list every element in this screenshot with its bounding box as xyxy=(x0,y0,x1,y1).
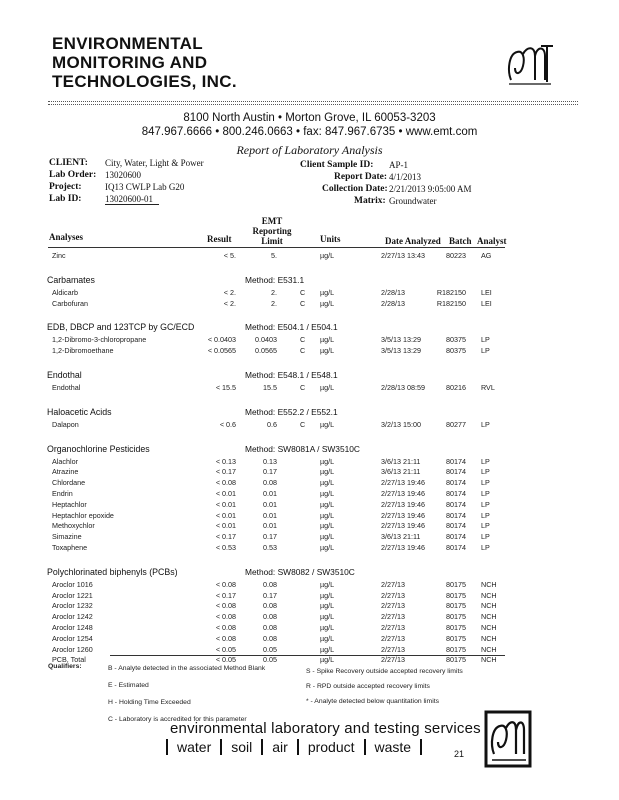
cell-analyte: Dalapon xyxy=(52,419,79,429)
cell-analyst: LP xyxy=(481,499,490,509)
cell-date: 2/27/13 19:46 xyxy=(381,478,425,488)
cell-limit: 0.17 xyxy=(263,590,277,600)
footer-tab-air: air xyxy=(261,739,297,755)
cell-limit: 0.01 xyxy=(263,499,277,509)
cell-analyst: LP xyxy=(481,419,490,429)
cell-analyst: LP xyxy=(481,521,490,531)
cell-date: 2/27/13 xyxy=(381,644,405,654)
cell-analyst: NCH xyxy=(481,633,497,643)
cell-analyte: Carbofuran xyxy=(52,298,88,308)
cell-analyst: LP xyxy=(481,489,490,498)
info-client-sample-id xyxy=(290,160,490,172)
cell-batch: 80174 xyxy=(446,543,466,552)
group-heading: Polychlorinated biphenyls (PCBs) xyxy=(47,566,178,577)
cell-units: µg/L xyxy=(320,644,335,654)
info-value: City, Water, Light & Power xyxy=(105,158,204,168)
info-report-date xyxy=(290,172,490,184)
qualifiers-rule xyxy=(110,655,505,656)
cell-units: µg/L xyxy=(320,633,335,643)
header-underline xyxy=(48,247,505,248)
cell-limit: 0.17 xyxy=(263,467,277,477)
cell-limit: 2. xyxy=(271,298,277,308)
cell-batch: 80175 xyxy=(446,655,466,665)
cell-date: 2/27/13 xyxy=(381,579,405,589)
cell-result: < 0.17 xyxy=(215,467,236,477)
col-result: Result xyxy=(207,234,232,244)
cell-qualifier: C xyxy=(300,419,306,429)
emt-seal-icon xyxy=(484,710,532,768)
info-label: Lab ID: xyxy=(49,194,82,204)
footer-tagline: environmental laboratory and testing services xyxy=(170,720,481,737)
cell-units: µg/L xyxy=(320,456,335,466)
cell-batch: 80175 xyxy=(446,623,466,632)
cell-batch: 80174 xyxy=(446,510,466,520)
cell-date: 2/27/13 19:46 xyxy=(381,543,425,552)
group-heading: Endothal xyxy=(47,370,82,380)
contact-line: 847.967.6666 • 800.246.0663 • fax: 847.967.6735 • www.emt.com xyxy=(141,126,478,138)
footer-tab-water: water xyxy=(166,739,220,755)
info-left xyxy=(49,158,249,206)
group-method: Method: E552.2 / E552.1 xyxy=(245,406,338,417)
cell-result: < 0.08 xyxy=(215,579,236,589)
cell-units: µg/L xyxy=(320,346,335,356)
header-divider xyxy=(48,104,578,105)
cell-result: < 0.17 xyxy=(215,590,236,600)
info-label: Report Date: xyxy=(334,172,388,182)
group-method: Method: E548.1 / E548.1 xyxy=(245,370,338,380)
report-title: Report of Laboratory Analysis xyxy=(236,143,383,157)
cell-analyte: Aroclor 1254 xyxy=(52,633,93,643)
qualifiers-left xyxy=(108,660,265,728)
qualifier-item: E - Estimated xyxy=(108,682,149,689)
cell-date: 2/27/13 xyxy=(381,601,405,611)
cell-limit: 0.13 xyxy=(263,456,277,466)
cell-date: 3/5/13 13:29 xyxy=(381,346,421,356)
cell-result: < 0.05 xyxy=(215,644,236,654)
col-reporting-limit xyxy=(248,216,296,246)
cell-result: < 0.08 xyxy=(215,612,236,622)
cell-limit: 2. xyxy=(271,287,277,297)
cell-limit: 0.05 xyxy=(263,644,277,654)
footer-tab-soil: soil xyxy=(220,739,261,755)
col-rl-line: Limit xyxy=(261,236,283,246)
info-matrix xyxy=(290,196,490,208)
cell-batch: 80277 xyxy=(446,419,466,429)
cell-analyst: NCH xyxy=(481,590,497,600)
col-units: Units xyxy=(320,234,341,244)
cell-units: µg/L xyxy=(320,510,335,520)
cell-units: µg/L xyxy=(320,590,335,600)
company-name-line: TECHNOLOGIES, INC. xyxy=(52,72,237,91)
qualifier-item: * - Analyte detected below quantitation limits xyxy=(306,698,439,705)
footer-tab-product: product xyxy=(297,739,364,755)
cell-limit: 0.08 xyxy=(263,633,277,643)
cell-analyst: LP xyxy=(481,543,490,552)
cell-batch: 80175 xyxy=(446,633,466,643)
cell-date: 2/28/13 08:59 xyxy=(381,383,425,392)
cell-qualifier: C xyxy=(300,383,306,392)
cell-date: 2/27/13 xyxy=(381,612,405,622)
qualifier-item: H - Holding Time Exceeded xyxy=(108,699,191,706)
cell-analyte: Aroclor 1232 xyxy=(52,601,93,611)
cell-result: < 0.0565 xyxy=(207,346,236,356)
cell-units: µg/L xyxy=(320,489,335,498)
cell-units: µg/L xyxy=(320,623,335,632)
cell-units: µg/L xyxy=(320,419,335,429)
cell-date: 3/6/13 21:11 xyxy=(381,467,421,477)
cell-analyte: Aroclor 1221 xyxy=(52,590,93,600)
cell-date: 2/27/13 19:46 xyxy=(381,521,425,531)
cell-units: µg/L xyxy=(320,543,335,552)
cell-limit: 0.01 xyxy=(263,489,277,498)
cell-result: < 0.01 xyxy=(215,489,236,498)
cell-analyst: LP xyxy=(481,467,490,477)
cell-analyst: NCH xyxy=(481,655,497,665)
cell-units: µg/L xyxy=(320,612,335,622)
qualifier-item: C - Laboratory is accredited for this parameter xyxy=(108,716,247,723)
header-divider xyxy=(48,101,578,102)
cell-analyst: LP xyxy=(481,532,490,542)
cell-result: < 0.17 xyxy=(215,532,236,542)
cell-analyst: NCH xyxy=(481,612,497,622)
cell-batch: 80175 xyxy=(446,601,466,611)
info-client xyxy=(49,158,249,170)
group-method: Method: E504.1 / E504.1 xyxy=(245,322,338,333)
group-method: Method: SW8081A / SW3510C xyxy=(245,443,360,454)
cell-limit: 0.0403 xyxy=(255,335,277,345)
info-label: Lab Order: xyxy=(49,170,97,180)
cell-analyte: PCB, Total xyxy=(52,655,86,665)
group-heading: EDB, DBCP and 123TCP by GC/ECD xyxy=(47,322,195,333)
cell-result: < 0.13 xyxy=(215,456,236,466)
cell-units: µg/L xyxy=(320,532,335,542)
qualifier-item: S - Spike Recovery outside accepted recovery limits xyxy=(306,668,463,675)
cell-units: µg/L xyxy=(320,287,335,297)
cell-analyst: LP xyxy=(481,456,490,466)
cell-batch: 80174 xyxy=(446,456,466,466)
cell-date: 2/28/13 xyxy=(381,287,405,297)
cell-limit: 5. xyxy=(271,251,277,260)
address-line: 8100 North Austin • Morton Grove, IL 60053-3203 xyxy=(183,112,436,124)
qualifier-item: B - Analyte detected in the associated Method Blank xyxy=(108,665,266,672)
cell-date: 2/27/13 19:46 xyxy=(381,510,425,520)
cell-result: < 0.08 xyxy=(215,601,236,611)
cell-batch: 80174 xyxy=(446,499,466,509)
info-label: CLIENT: xyxy=(49,158,88,168)
cell-analyte: Endothal xyxy=(52,383,81,392)
cell-units: µg/L xyxy=(320,298,335,308)
cell-batch: R182150 xyxy=(436,287,466,297)
cell-date: 3/6/13 21:11 xyxy=(381,456,421,466)
cell-limit: 0.53 xyxy=(263,543,277,552)
group-method: Method: E531.1 xyxy=(245,274,305,285)
cell-analyte: 1,2-Dibromo-3-chloropropane xyxy=(52,335,147,345)
cell-analyst: NCH xyxy=(481,644,497,654)
col-rl-line: Reporting xyxy=(252,226,292,236)
col-rl-line: EMT xyxy=(261,216,283,226)
cell-limit: 0.01 xyxy=(263,521,277,531)
cell-analyst: LEI xyxy=(481,298,492,308)
info-project xyxy=(49,182,249,194)
info-value: 2/21/2013 9:05:00 AM xyxy=(389,184,472,194)
cell-result: < 0.01 xyxy=(215,521,236,531)
info-value: 4/1/2013 xyxy=(389,172,422,182)
cell-batch: 80174 xyxy=(446,532,466,542)
cell-date: 2/27/13 13:43 xyxy=(381,251,425,260)
cell-analyte: Alachlor xyxy=(52,456,78,466)
cell-limit: 0.08 xyxy=(263,601,277,611)
cell-result: < 0.01 xyxy=(215,499,236,509)
cell-limit: 0.08 xyxy=(263,612,277,622)
info-value: 13020600-01 xyxy=(105,194,159,205)
info-value: IQ13 CWLP Lab G20 xyxy=(105,182,185,192)
footer-service-tabs xyxy=(166,736,422,758)
group-heading: Carbamates xyxy=(47,274,95,285)
cell-date: 2/27/13 xyxy=(381,623,405,632)
cell-qualifier: C xyxy=(300,335,306,345)
cell-units: µg/L xyxy=(320,601,335,611)
cell-qualifier: C xyxy=(300,346,306,356)
cell-limit: 0.08 xyxy=(263,623,277,632)
cell-result: < 15.5 xyxy=(215,383,236,392)
info-label: Client Sample ID: xyxy=(300,160,374,170)
cell-analyst: AG xyxy=(481,251,492,260)
cell-units: µg/L xyxy=(320,467,335,477)
cell-date: 2/27/13 xyxy=(381,655,405,665)
cell-analyst: LP xyxy=(481,478,490,488)
cell-result: < 0.01 xyxy=(215,510,236,520)
cell-batch: 80175 xyxy=(446,579,466,589)
cell-units: µg/L xyxy=(320,478,335,488)
cell-result: < 0.0403 xyxy=(207,335,236,345)
cell-analyst: NCH xyxy=(481,623,497,632)
cell-units: µg/L xyxy=(320,521,335,531)
cell-result: < 5. xyxy=(223,251,236,260)
company-name-line: ENVIRONMENTAL xyxy=(52,34,203,53)
info-value: 13020600 xyxy=(105,170,141,180)
cell-analyst: LEI xyxy=(481,287,492,297)
emt-logo-icon xyxy=(505,40,555,90)
cell-analyte: Methoxychlor xyxy=(52,521,95,531)
qualifiers-label: Qualifiers: xyxy=(48,663,82,670)
col-batch: Batch xyxy=(449,236,472,246)
cell-analyte: Heptachlor xyxy=(52,499,87,509)
info-label: Collection Date: xyxy=(322,184,388,194)
cell-units: µg/L xyxy=(320,579,335,589)
cell-units: µg/L xyxy=(320,655,335,665)
info-label: Matrix: xyxy=(354,196,386,206)
cell-analyst: NCH xyxy=(481,579,497,589)
cell-analyte: Atrazine xyxy=(52,467,79,477)
footer-tab-waste: waste xyxy=(364,739,423,755)
cell-result: < 2. xyxy=(223,287,236,297)
cell-date: 3/6/13 21:11 xyxy=(381,532,421,542)
info-lab-order xyxy=(49,170,249,182)
group-heading: Organochlorine Pesticides xyxy=(47,443,150,454)
cell-limit: 0.08 xyxy=(263,478,277,488)
cell-analyst: LP xyxy=(481,510,490,520)
cell-batch: 80174 xyxy=(446,467,466,477)
cell-qualifier: C xyxy=(300,298,306,308)
cell-analyte: Chlordane xyxy=(52,478,86,488)
cell-analyte: Aldicarb xyxy=(52,287,78,297)
cell-result: < 0.53 xyxy=(215,543,236,552)
cell-batch: 80174 xyxy=(446,478,466,488)
cell-batch: 80375 xyxy=(446,346,466,356)
cell-analyte: Heptachlor epoxide xyxy=(52,510,114,520)
cell-limit: 0.17 xyxy=(263,532,277,542)
cell-result: < 0.08 xyxy=(215,633,236,643)
cell-date: 3/2/13 15:00 xyxy=(381,419,421,429)
col-date-analyzed: Date Analyzed xyxy=(385,236,441,246)
info-value: AP-1 xyxy=(389,160,409,170)
col-analyses: Analyses xyxy=(49,232,84,242)
cell-date: 2/27/13 19:46 xyxy=(381,489,425,498)
cell-batch: 80223 xyxy=(446,251,466,260)
cell-limit: 0.6 xyxy=(267,419,277,429)
cell-batch: 80174 xyxy=(446,521,466,531)
cell-batch: R182150 xyxy=(436,298,466,308)
company-name-line: MONITORING AND xyxy=(52,53,208,72)
cell-limit: 15.5 xyxy=(263,383,277,392)
cell-analyte: Aroclor 1248 xyxy=(52,623,93,632)
cell-date: 2/27/13 19:46 xyxy=(381,499,425,509)
cell-analyst: LP xyxy=(481,335,490,345)
cell-analyte: Aroclor 1260 xyxy=(52,644,93,654)
info-label: Project: xyxy=(49,182,82,192)
cell-date: 2/28/13 xyxy=(381,298,405,308)
cell-units: µg/L xyxy=(320,383,335,392)
cell-analyte: 1,2-Dibromoethane xyxy=(52,346,114,356)
cell-batch: 80175 xyxy=(446,612,466,622)
cell-batch: 80375 xyxy=(446,335,466,345)
cell-result: < 0.6 xyxy=(219,419,236,429)
info-right xyxy=(290,160,490,208)
cell-date: 2/27/13 xyxy=(381,590,405,600)
cell-units: µg/L xyxy=(320,251,335,260)
cell-units: µg/L xyxy=(320,335,335,345)
info-lab-id xyxy=(49,194,249,206)
qualifier-item: R - RPD outside accepted recovery limits xyxy=(306,683,430,690)
cell-date: 2/27/13 xyxy=(381,633,405,643)
cell-result: < 0.08 xyxy=(215,478,236,488)
cell-batch: 80174 xyxy=(446,489,466,498)
page-number: 21 xyxy=(454,749,465,759)
cell-analyte: Aroclor 1242 xyxy=(52,612,93,622)
cell-analyst: RVL xyxy=(481,383,495,392)
cell-result: < 0.08 xyxy=(215,623,236,632)
cell-batch: 80175 xyxy=(446,590,466,600)
cell-analyte: Toxaphene xyxy=(52,543,88,552)
cell-analyst: LP xyxy=(481,346,490,356)
cell-limit: 0.0565 xyxy=(255,346,277,356)
cell-analyte: Aroclor 1016 xyxy=(52,579,93,589)
col-analyst: Analyst xyxy=(477,236,507,246)
cell-analyte: Endrin xyxy=(52,489,73,498)
info-collection-date xyxy=(290,184,490,196)
cell-analyte: Simazine xyxy=(52,532,82,542)
company-name xyxy=(52,34,237,91)
cell-qualifier: C xyxy=(300,287,306,297)
cell-batch: 80216 xyxy=(446,383,466,392)
cell-date: 3/5/13 13:29 xyxy=(381,335,421,345)
cell-result: < 2. xyxy=(223,298,236,308)
info-value: Groundwater xyxy=(389,196,437,206)
qualifiers-right xyxy=(306,664,463,709)
cell-limit: 0.01 xyxy=(263,510,277,520)
group-heading: Haloacetic Acids xyxy=(47,406,112,417)
group-method: Method: SW8082 / SW3510C xyxy=(245,566,355,577)
cell-limit: 0.08 xyxy=(263,579,277,589)
cell-result: < 0.05 xyxy=(215,655,236,665)
cell-analyte: Zinc xyxy=(52,251,66,260)
cell-analyst: NCH xyxy=(481,601,497,611)
cell-batch: 80175 xyxy=(446,644,466,654)
cell-units: µg/L xyxy=(320,499,335,509)
cell-limit: 0.05 xyxy=(263,655,277,665)
